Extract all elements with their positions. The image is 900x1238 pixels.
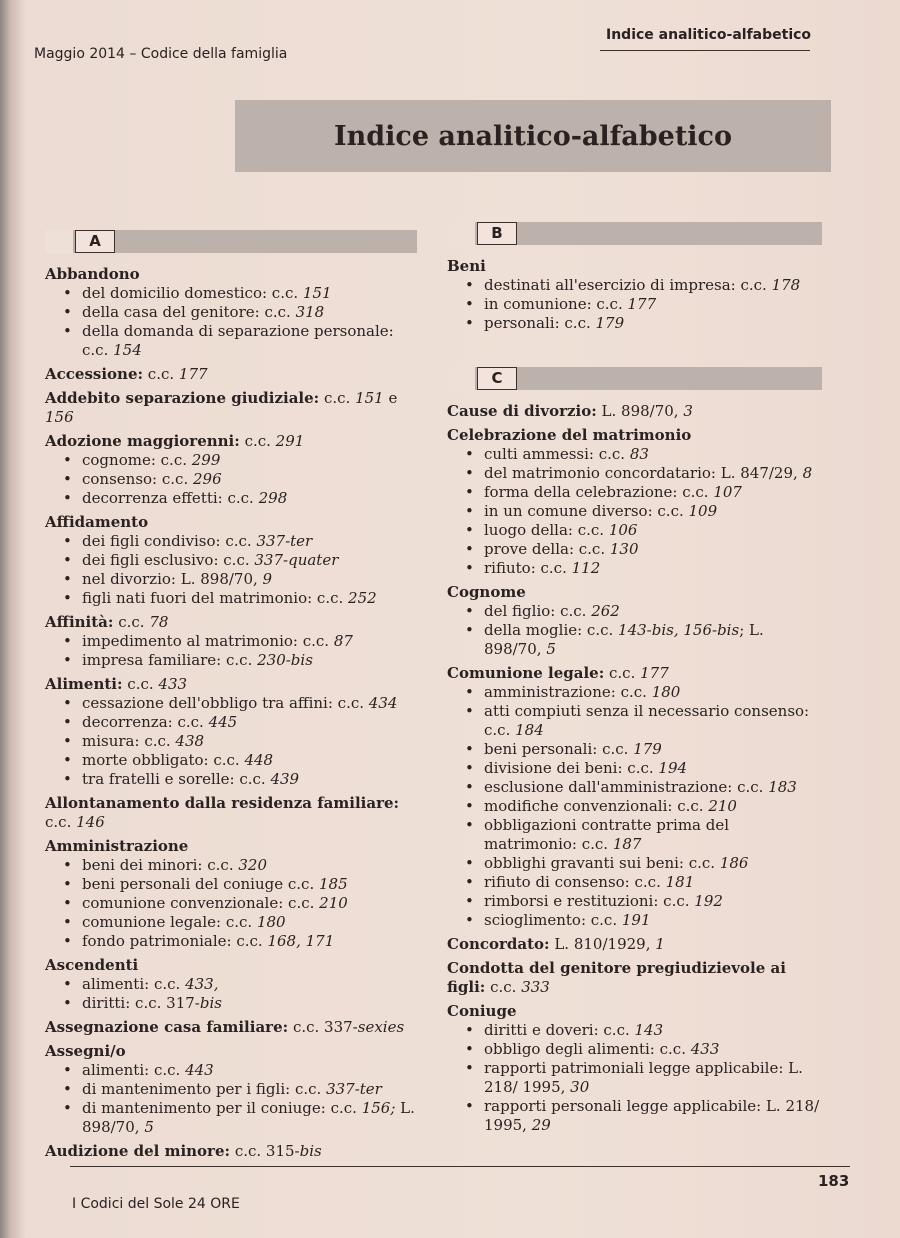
reference-text: c.c.	[45, 813, 77, 831]
reference-number: 183	[768, 778, 797, 796]
reference-text: morte obbligato: c.c.	[82, 751, 245, 769]
letter-box: B	[477, 222, 517, 245]
sub-entry	[45, 284, 417, 303]
reference-text: beni dei minori: c.c.	[82, 856, 239, 874]
bar-gap	[447, 222, 475, 245]
reference-text: c.c.	[319, 389, 356, 407]
reference-text: modifiche convenzionali: c.c.	[484, 797, 709, 815]
index-entry	[447, 583, 822, 659]
reference-text: c.c.	[143, 365, 179, 383]
reference-number: 443	[185, 1061, 214, 1079]
sub-entry	[45, 1080, 417, 1099]
index-entry	[447, 402, 822, 421]
sub-entry	[447, 797, 822, 816]
sub-entry	[447, 759, 822, 778]
reference-number: 106	[608, 521, 638, 539]
entry-heading	[447, 1002, 822, 1021]
reference-number: 177	[640, 664, 669, 682]
reference-number: 296	[192, 470, 222, 488]
sub-entry	[45, 470, 417, 489]
reference-number: 1	[655, 935, 665, 953]
entry-heading	[45, 1042, 417, 1061]
index-entry	[45, 956, 417, 1013]
reference-text: impedimento al matrimonio: c.c.	[82, 632, 334, 650]
reference-number: 112	[571, 559, 601, 577]
index-entry	[45, 365, 417, 384]
entry-term: Beni	[447, 257, 486, 275]
sub-entry	[447, 911, 822, 930]
reference-number: 179	[595, 314, 625, 332]
entry-term: Ascendenti	[45, 956, 139, 974]
sub-entry	[45, 1099, 417, 1137]
reference-text: c.c.	[485, 978, 522, 996]
reference-number: 29	[531, 1116, 551, 1134]
reference-number: 177	[627, 295, 657, 313]
index-entry	[45, 265, 417, 360]
entry-heading	[45, 837, 417, 856]
reference-text: e	[383, 389, 398, 407]
reference-text: dei figli condiviso: c.c.	[82, 532, 257, 550]
index-entry	[45, 1018, 417, 1037]
reference-number: 168, 171	[267, 932, 335, 950]
entry-heading	[447, 583, 822, 602]
entry-heading	[447, 664, 822, 683]
reference-number: 318	[295, 303, 325, 321]
entry-term: Condotta del genitore pregiudizievole ai figli:	[447, 959, 786, 996]
sub-entry	[45, 489, 417, 508]
reference-text: c.c. 315-	[230, 1142, 300, 1160]
entry-heading	[447, 959, 822, 997]
reference-number: 299	[191, 451, 221, 469]
sub-entry	[447, 464, 822, 483]
sub-entry	[447, 816, 822, 854]
reference-text: figli nati fuori del matrimonio: c.c.	[82, 589, 349, 607]
sub-entry	[447, 702, 822, 740]
reference-text: rifiuto di consenso: c.c.	[484, 873, 666, 891]
entry-term: Addebito separazione giudiziale:	[45, 389, 320, 407]
sub-entry	[447, 540, 822, 559]
sub-entry	[45, 570, 417, 589]
reference-text: decorrenza effetti: c.c.	[82, 489, 259, 507]
entry-heading	[45, 613, 417, 632]
reference-text: c.c. 337-	[288, 1018, 358, 1036]
reference-text: beni personali: c.c.	[484, 740, 634, 758]
reference-number: 186	[719, 854, 749, 872]
index-entry	[45, 1142, 417, 1161]
reference-text: divisione dei beni: c.c.	[484, 759, 659, 777]
reference-number: 439	[270, 770, 300, 788]
reference-text: diritti e doveri: c.c.	[484, 1021, 635, 1039]
sub-entry	[447, 1021, 822, 1040]
reference-text: della moglie: c.c.	[484, 621, 619, 639]
sub-entry	[45, 303, 417, 322]
index-entry	[447, 959, 822, 997]
reference-number: 291	[275, 432, 305, 450]
reference-text: L. 898/70,	[596, 402, 684, 420]
sub-entry	[45, 632, 417, 651]
reference-number: 151	[302, 284, 332, 302]
reference-text: consenso: c.c.	[82, 470, 193, 488]
reference-text: scioglimento: c.c.	[484, 911, 622, 929]
entry-term: Cause di divorzio:	[447, 402, 597, 420]
letter-box: A	[75, 230, 115, 253]
entry-term: Comunione legale:	[447, 664, 605, 682]
reference-number: sexies	[357, 1018, 405, 1036]
index-entry	[45, 837, 417, 951]
letter-box: C	[477, 367, 517, 390]
sub-entry	[45, 451, 417, 470]
sub-entry	[447, 295, 822, 314]
index-entry	[447, 257, 822, 333]
reference-number: 87	[333, 632, 353, 650]
reference-number: 5	[144, 1118, 154, 1136]
reference-text: del figlio: c.c.	[484, 602, 592, 620]
entry-heading	[45, 389, 417, 427]
index-entry	[45, 613, 417, 670]
reference-number: bis	[199, 994, 222, 1012]
reference-number: 194	[658, 759, 688, 777]
reference-number: 156;	[361, 1099, 396, 1117]
entry-heading	[45, 513, 417, 532]
reference-text: cessazione dell'obbligo tra affini: c.c.	[82, 694, 369, 712]
entry-term: Celebrazione del matrimonio	[447, 426, 692, 444]
sub-entry	[45, 770, 417, 789]
reference-text: comunione legale: c.c.	[82, 913, 257, 931]
sub-entry	[45, 1061, 417, 1080]
reference-number: 83	[629, 445, 649, 463]
bar-gap	[447, 367, 475, 390]
reference-text: in un comune diverso: c.c.	[484, 502, 689, 520]
index-entry	[45, 1042, 417, 1137]
index-entry	[45, 513, 417, 608]
reference-text: L. 898/70,	[82, 1099, 415, 1136]
reference-number: 333	[521, 978, 550, 996]
reference-number: 8	[802, 464, 813, 482]
entry-heading	[45, 432, 417, 451]
reference-number: 434	[368, 694, 398, 712]
reference-number: 30	[570, 1078, 590, 1096]
reference-number: 448	[244, 751, 274, 769]
index-entry	[45, 794, 417, 832]
entry-term: Assegni/o	[45, 1042, 126, 1060]
reference-number: 177	[178, 365, 208, 383]
reference-text: destinati all'esercizio di impresa: c.c.	[484, 276, 772, 294]
sub-entry	[45, 651, 417, 670]
sub-entry	[45, 532, 417, 551]
reference-number: 210	[708, 797, 737, 815]
entry-term: Alimenti:	[45, 675, 123, 693]
entry-heading	[447, 426, 822, 445]
reference-text: decorrenza: c.c.	[82, 713, 209, 731]
reference-text: del domicilio domestico: c.c.	[82, 284, 303, 302]
sub-entry	[447, 1040, 822, 1059]
sub-entry	[45, 894, 417, 913]
entry-heading	[45, 265, 417, 284]
reference-text: comunione convenzionale: c.c.	[82, 894, 320, 912]
reference-number: 184	[515, 721, 544, 739]
left-column	[45, 230, 417, 1166]
reference-number: 154	[113, 341, 142, 359]
reference-text: amministrazione: c.c.	[484, 683, 652, 701]
sub-entry	[447, 559, 822, 578]
reference-text: obbligazioni contratte prima del matrimonio: c.c.	[484, 816, 730, 853]
sub-entry	[447, 445, 822, 464]
reference-number: 107	[713, 483, 742, 501]
header-rule	[600, 50, 810, 51]
reference-text: di mantenimento per i figli: c.c.	[82, 1080, 327, 1098]
reference-text: ; L. 898/70,	[484, 621, 764, 658]
reference-number: 181	[665, 873, 695, 891]
entry-term: Adozione maggiorenni:	[45, 432, 240, 450]
reference-number: 438	[175, 732, 205, 750]
reference-text: c.c.	[239, 432, 276, 450]
entry-heading	[45, 794, 417, 832]
running-header-left: Maggio 2014 – Codice della famiglia	[34, 46, 288, 62]
reference-number: 109	[688, 502, 718, 520]
entry-term: Coniuge	[447, 1002, 517, 1020]
reference-number: 9	[262, 570, 273, 588]
reference-number: 433	[158, 675, 188, 693]
index-entry	[447, 426, 822, 578]
sub-entry	[447, 314, 822, 333]
entry-term: Amministrazione	[45, 837, 189, 855]
reference-number: 445	[208, 713, 238, 731]
sub-entry	[447, 873, 822, 892]
reference-text: diritti: c.c. 317-	[82, 994, 200, 1012]
reference-text: alimenti: c.c.	[82, 975, 186, 993]
entry-term: Abbandono	[45, 265, 140, 283]
entry-heading	[45, 1018, 417, 1037]
reference-number: bis	[299, 1142, 322, 1160]
reference-text: della casa del genitore: c.c.	[82, 303, 296, 321]
reference-number: 143	[634, 1021, 664, 1039]
reference-text: obbligo degli alimenti: c.c.	[484, 1040, 691, 1058]
sub-entry	[45, 551, 417, 570]
reference-text: misura: c.c.	[82, 732, 176, 750]
reference-text: L. 810/1929,	[549, 935, 656, 953]
sub-entry	[447, 740, 822, 759]
sub-entry	[447, 621, 822, 659]
letter-section-header	[447, 222, 822, 245]
entry-heading	[447, 257, 822, 276]
sub-entry	[45, 713, 417, 732]
reference-text: rifiuto: c.c.	[484, 559, 572, 577]
reference-number: 337-quater	[254, 551, 339, 569]
reference-text: impresa familiare: c.c.	[82, 651, 258, 669]
reference-text: beni personali del coniuge c.c.	[82, 875, 319, 893]
reference-number: 320	[238, 856, 267, 874]
reference-number: 5	[546, 640, 556, 658]
entry-term: Cognome	[447, 583, 526, 601]
reference-text: rapporti personali legge applicabile: L. 218/ 1995,	[484, 1097, 820, 1134]
entry-term: Affinità:	[45, 613, 114, 631]
index-entry	[447, 935, 822, 954]
sub-entry	[45, 589, 417, 608]
sub-entry	[447, 502, 822, 521]
reference-number: 3	[683, 402, 693, 420]
sub-entry	[447, 483, 822, 502]
entry-heading	[447, 935, 822, 954]
sub-entry	[45, 975, 417, 994]
entry-term: Accessione:	[45, 365, 144, 383]
letter-section-header	[45, 230, 417, 253]
reference-number: 337-ter	[256, 532, 313, 550]
reference-number: 130	[609, 540, 639, 558]
sub-entry	[45, 322, 417, 360]
footer-rule	[70, 1166, 850, 1167]
sub-entry	[45, 856, 417, 875]
reference-number: 187	[612, 835, 642, 853]
sub-entry	[447, 602, 822, 621]
reference-number: 433,	[185, 975, 219, 993]
entry-term: Audizione del minore:	[45, 1142, 231, 1160]
reference-number: 143-bis, 156-bis	[618, 621, 740, 639]
sub-entry	[447, 892, 822, 911]
sub-entry	[447, 683, 822, 702]
letter-section-header	[447, 367, 822, 390]
right-column	[447, 222, 822, 1140]
entry-heading	[45, 675, 417, 694]
sub-entry	[447, 276, 822, 295]
reference-number: 146	[76, 813, 105, 831]
reference-text: del matrimonio concordatario: L. 847/29,	[484, 464, 803, 482]
reference-text: fondo patrimoniale: c.c.	[82, 932, 268, 950]
entry-term: Concordato:	[447, 935, 550, 953]
sub-entry	[447, 521, 822, 540]
entry-heading	[45, 1142, 417, 1161]
reference-number: 185	[319, 875, 348, 893]
reference-text: in comunione: c.c.	[484, 295, 628, 313]
reference-text: culti ammessi: c.c.	[484, 445, 630, 463]
reference-number: 180	[651, 683, 681, 701]
reference-text: rapporti patrimoniali legge applicabile: L. 218/ 1995,	[484, 1059, 803, 1096]
reference-text: dei figli esclusivo: c.c.	[82, 551, 255, 569]
running-header-right: Indice analitico-alfabetico	[606, 27, 812, 43]
reference-number: 180	[256, 913, 286, 931]
reference-number: 337-ter	[326, 1080, 382, 1098]
sub-entry	[447, 1059, 822, 1097]
reference-text: rimborsi e restituzioni: c.c.	[484, 892, 695, 910]
page-title: Indice analitico-alfabetico	[333, 120, 733, 152]
index-entry	[45, 432, 417, 508]
sub-entry	[45, 913, 417, 932]
index-entry	[447, 664, 822, 930]
reference-number: 151	[355, 389, 384, 407]
reference-text: della domanda di separazione personale: c.c.	[82, 322, 394, 359]
sub-entry	[45, 994, 417, 1013]
reference-text: forma della celebrazione: c.c.	[484, 483, 714, 501]
index-entry	[447, 1002, 822, 1135]
sub-entry	[45, 694, 417, 713]
sub-entry	[447, 854, 822, 873]
sub-entry	[45, 875, 417, 894]
sub-entry	[45, 751, 417, 770]
reference-text: personali: c.c.	[484, 314, 596, 332]
reference-text: di mantenimento per il coniuge: c.c.	[82, 1099, 362, 1117]
reference-text: cognome: c.c.	[82, 451, 192, 469]
reference-text: esclusione dall'amministrazione: c.c.	[484, 778, 769, 796]
reference-text: tra fratelli e sorelle: c.c.	[82, 770, 271, 788]
sub-entry	[447, 778, 822, 797]
reference-text: obblighi gravanti sui beni: c.c.	[484, 854, 720, 872]
reference-text: nel divorzio: L. 898/70,	[82, 570, 263, 588]
reference-number: 252	[348, 589, 377, 607]
reference-number: 433	[690, 1040, 720, 1058]
entry-term: Assegnazione casa familiare:	[45, 1018, 289, 1036]
reference-text: c.c.	[113, 613, 150, 631]
reference-number: 262	[591, 602, 620, 620]
reference-number: 179	[633, 740, 662, 758]
reference-text: luogo della: c.c.	[484, 521, 609, 539]
sub-entry	[45, 732, 417, 751]
reference-text: prove della: c.c.	[484, 540, 610, 558]
entry-heading	[447, 402, 822, 421]
reference-text: c.c.	[122, 675, 159, 693]
page-number: 183	[818, 1172, 850, 1190]
reference-number: 230-bis	[257, 651, 313, 669]
bar-gap	[45, 230, 73, 253]
entry-heading	[45, 956, 417, 975]
footer-publisher: I Codici del Sole 24 ORE	[72, 1196, 240, 1212]
reference-number: 192	[694, 892, 723, 910]
sub-entry	[45, 932, 417, 951]
entry-term: Affidamento	[45, 513, 149, 531]
entry-term: Allontanamento dalla residenza familiare:	[45, 794, 400, 812]
reference-number: 298	[258, 489, 288, 507]
reference-text: alimenti: c.c.	[82, 1061, 186, 1079]
reference-number: 210	[319, 894, 348, 912]
reference-number: 178	[771, 276, 801, 294]
title-banner	[235, 100, 831, 172]
reference-number: 156	[45, 408, 74, 426]
reference-text: c.c.	[604, 664, 641, 682]
reference-number: 78	[149, 613, 169, 631]
reference-text: atti compiuti senza il necessario consenso: c.c.	[484, 702, 810, 739]
reference-number: 191	[621, 911, 651, 929]
sub-entry	[447, 1097, 822, 1135]
index-entry	[45, 675, 417, 789]
index-entry	[45, 389, 417, 427]
entry-heading	[45, 365, 417, 384]
